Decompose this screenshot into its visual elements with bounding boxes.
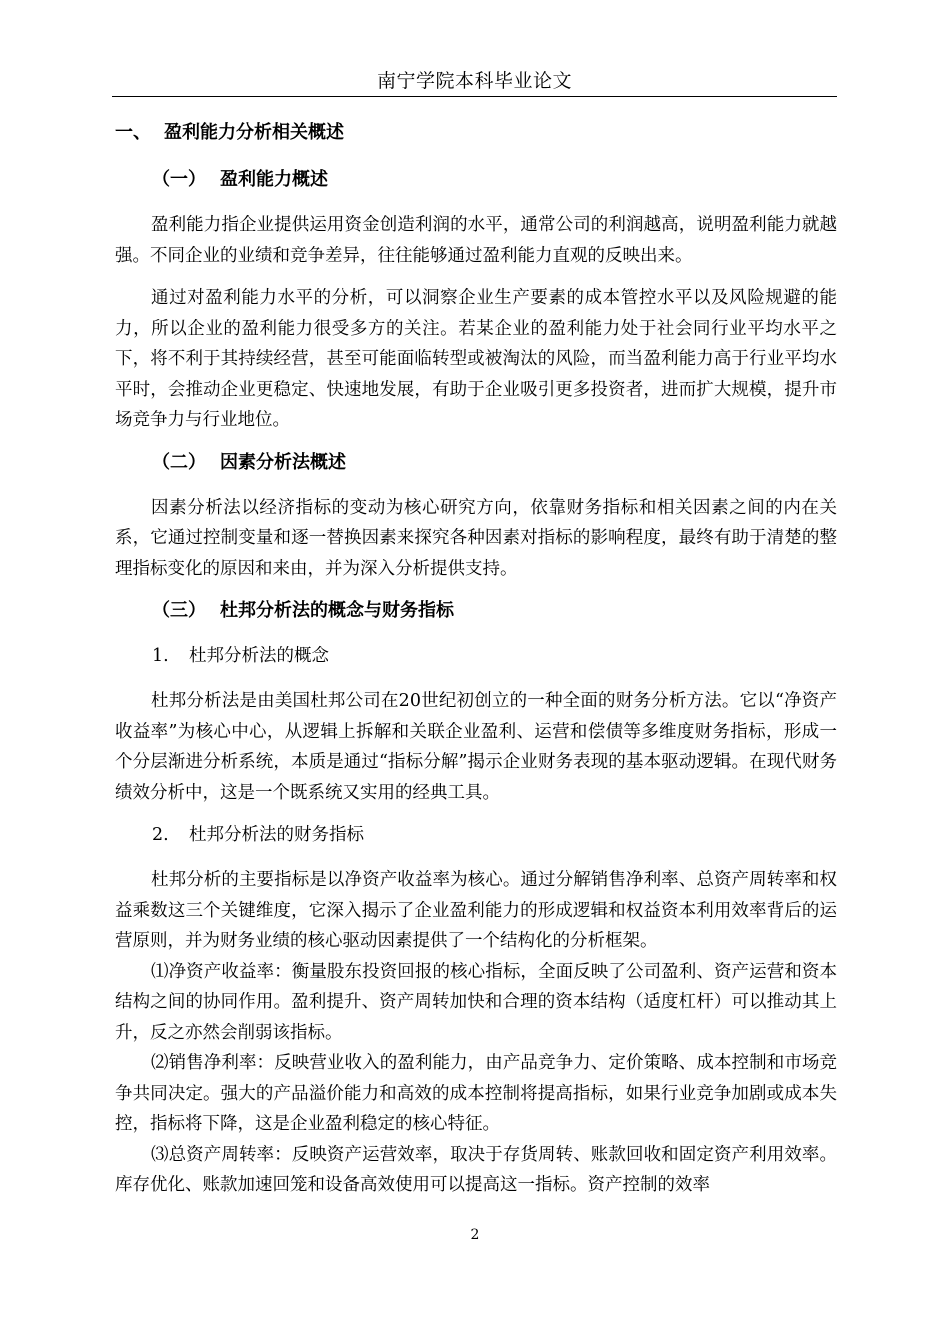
header-title: 南宁学院本科毕业论文 <box>376 70 572 92</box>
body-paragraph: 因素分析法以经济指标的变动为核心研究方向，依靠财务指标和相关因素之间的内在关系，它通过控制变量和逐一替换因素来探究各种因素对指标的影响程度，最终有助于清楚的整理指标变化的原因和来由，并为深入分析提供支持。 <box>115 497 837 579</box>
page-header <box>112 56 837 97</box>
subsection-number: （三） <box>152 600 206 621</box>
body-paragraph: 盈利能力指企业提供运用资金创造利润的水平，通常公司的利润越高，说明盈利能力就越强。不同企业的业绩和竞争差异，往往能够通过盈利能力直观的反映出来。 <box>115 215 837 266</box>
subsection-title: 杜邦分析法的概念与财务指标 <box>220 600 454 621</box>
subsection-title: 因素分析法概述 <box>220 451 346 473</box>
page-number: 2 <box>470 1227 480 1243</box>
body-paragraph: 通过对盈利能力水平的分析，可以洞察企业生产要素的成本管控水平以及风险规避的能力，所以企业的盈利能力很受多方的关注。若某企业的盈利能力处于社会同行业平均水平之下，将不利于其持续经营，甚至可能面临转型或被淘汰的风险，而当盈利能力高于行业平均水平时，会推动企业更稳定、快速地发展，有助于企业吸引更多投资者，进而扩大规模，提升市场竞争力与行业地位。 <box>115 288 837 430</box>
section-heading <box>115 118 837 148</box>
body-paragraph: ⑵销售净利率：反映营业收入的盈利能力，由产品竞争力、定价策略、成本控制和市场竞争共同决定。强大的产品溢价能力和高效的成本控制将提高指标，如果行业竞争加剧或成本失控，指标将下降，这是企业盈利稳定的核心特征。 <box>115 1053 837 1134</box>
subsection-number: （一） <box>152 169 206 190</box>
item-number: 2. <box>152 825 169 845</box>
body-paragraph: 杜邦分析的主要指标是以净资产收益率为核心。通过分解销售净利率、总资产周转率和权益乘数这三个关键维度，它深入揭示了企业盈利能力的形成逻辑和权益资本利用效率背后的运营原则，并为财务业绩的核心驱动因素提供了一个结构化的分析框架。 <box>115 870 837 951</box>
subsection-title: 盈利能力概述 <box>220 169 328 190</box>
item-title: 杜邦分析法的财务指标 <box>189 825 364 845</box>
section-title: 盈利能力分析相关概述 <box>164 122 344 143</box>
item-heading <box>115 820 837 850</box>
body-paragraph: 杜邦分析法是由美国杜邦公司在20世纪初创立的一种全面的财务分析方法。它以“净资产收益率”为核心中心，从逻辑上拆解和关联企业盈利、运营和偿债等多维度财务指标，形成一个分层渐进分析系统，本质是通过“指标分解”揭示企业财务表现的基本驱动逻辑。在现代财务绩效分析中，这是一个既系统又实用的经典工具。 <box>115 691 837 803</box>
item-title: 杜邦分析法的概念 <box>189 646 329 666</box>
body-paragraph: ⑶总资产周转率：反映资产运营效率，取决于存货周转、账款回收和固定资产利用效率。库存优化、账款加速回笼和设备高效使用可以提高这一指标。资产控制的效率 <box>115 1144 837 1195</box>
section-number: 一、 <box>115 122 151 143</box>
page-body <box>115 118 837 1201</box>
subsection-heading <box>115 165 837 195</box>
subsection-heading <box>115 596 837 626</box>
item-heading <box>115 641 837 671</box>
subsection-number: （二） <box>152 451 206 473</box>
subsection-heading <box>115 448 837 478</box>
body-paragraph: ⑴净资产收益率：衡量股东投资回报的核心指标，全面反映了公司盈利、资产运营和资本结构之间的协同作用。盈利提升、资产周转加快和合理的资本结构（适度杠杆）可以推动其上升，反之亦然会削弱该指标。 <box>115 961 837 1043</box>
item-number: 1. <box>152 646 169 666</box>
